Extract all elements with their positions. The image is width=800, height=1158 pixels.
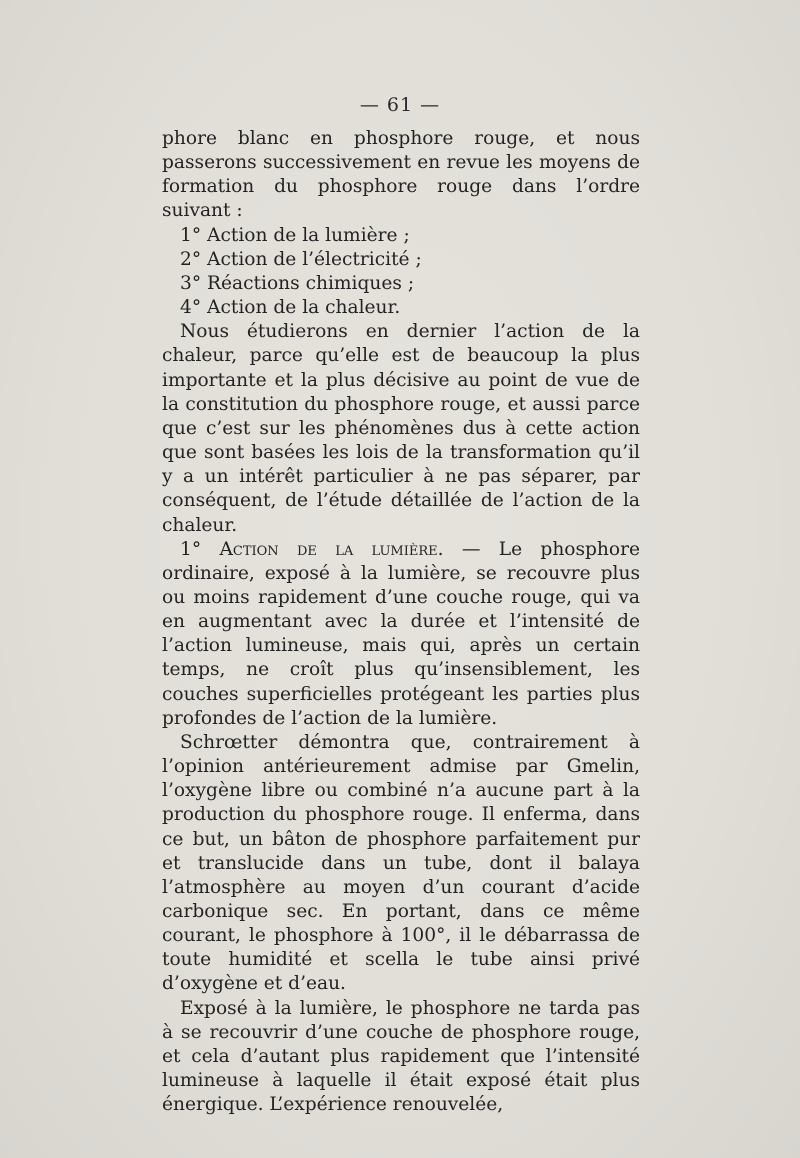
list-item-3: 3° Réactions chimiques ;	[180, 272, 415, 294]
paragraph-lumiere	[162, 538, 640, 731]
section-heading-lumiere: 1° Action de la lumière.	[180, 538, 444, 560]
list-item-2: 2° Action de l’électricité ;	[180, 248, 422, 270]
paragraph-chaleur: Nous étudierons en dernier l’action de la chaleur, parce qu’elle est de beaucoup la plus importante et la plus décisive au point de vue de la constitution du phosphore rouge, et aussi parce que c’est sur les phénomènes dus à cette action que sont basées les lois de la transformation qu’il y a un intérêt particulier à ne pas séparer, par conséquent, de l’étude détaillée de l’action de la chaleur.	[162, 321, 640, 536]
paragraph-schroetter: Schrœtter démontra que, contrairement à l’opinion antérieurement admise par Gmelin, l’oxygène libre ou combiné n’a aucune part à la production du phosphore rouge. Il enferma, dans ce but, un bâton de phosphore parfaitement pur et translucide dans un tube, dont il balaya l’atmosphère au moyen d’un courant d’acide carbonique sec. En portant, dans ce même courant, le phosphore à 100°, il le débarrassa de toute humidité et scella le tube ainsi privé d’oxygène et d’eau.	[162, 731, 640, 995]
body-text	[162, 127, 640, 1117]
paragraph-lumiere-text: — Le phosphore ordinaire, exposé à la lumière, se recouvre plus ou moins rapidement d’une couche rouge, qui va en augmentant avec la durée et l’intensité de l’action lumineuse, mais qui, après un certain temps, ne croît plus qu’insensiblement, les couches superficielles protégeant les parties plus profondes de l’action de la lumière.	[162, 538, 640, 729]
list-item-1: 1° Action de la lumière ;	[180, 224, 410, 246]
intro-paragraph: phore blanc en phosphore rouge, et nous passerons successivement en revue les moyens de formation du phosphore rouge dans l’ordre suivant :	[162, 128, 640, 222]
paragraph-expose: Exposé à la lumière, le phosphore ne tarda pas à se recouvrir d’une couche de phosphore rouge, et cela d’autant plus rapidement que l’intensité lumineuse à laquelle il était exposé était plus énergique. L’expérience renouvelée,	[162, 997, 640, 1116]
page-number: — 61 —	[359, 94, 441, 116]
formation-list	[162, 224, 640, 321]
list-item-4: 4° Action de la chaleur.	[180, 297, 401, 319]
